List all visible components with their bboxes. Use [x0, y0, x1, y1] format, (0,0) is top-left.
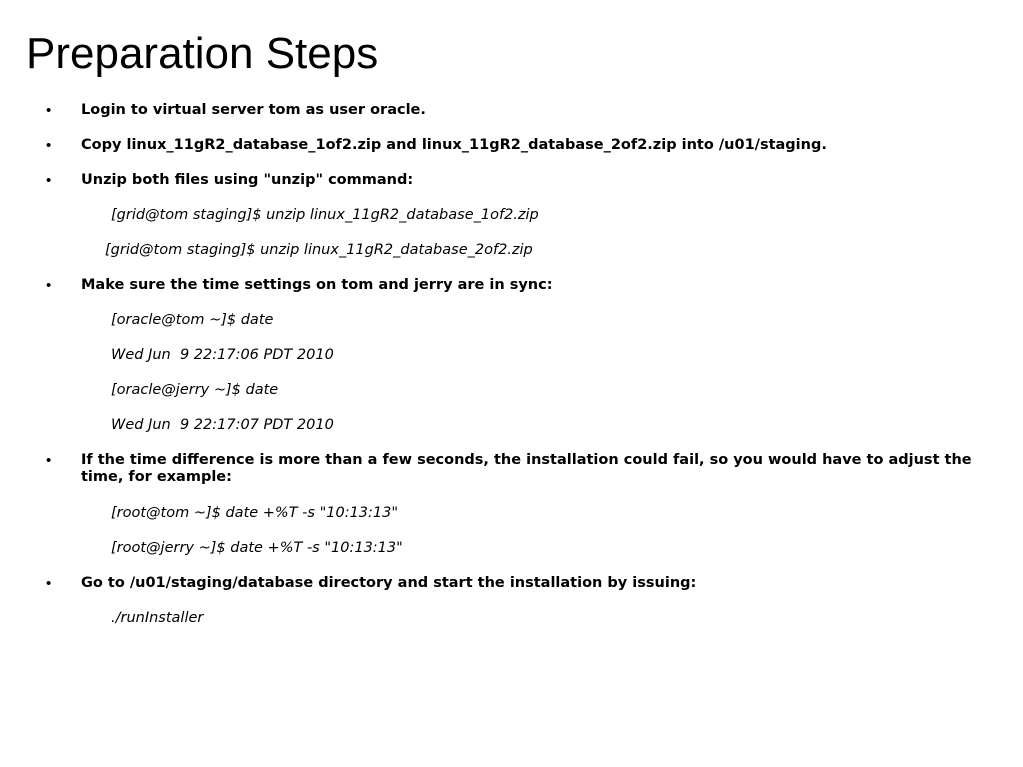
bullet-dot: • — [46, 102, 52, 119]
bullet-dot: • — [46, 137, 52, 154]
output-date-jerry: Wed Jun 9 22:17:07 PDT 2010 — [111, 417, 334, 433]
bullet-text: If the time difference is more than a few seconds, the installation could fail, so you would have to adjust the time, for example: — [81, 452, 972, 485]
bullet-text: Login to virtual server tom as user oracle. — [81, 102, 426, 118]
command-set-time-tom: [root@tom ~]$ date +%T -s "10:13:13" — [111, 505, 399, 521]
command-run-installer: ./runInstaller — [111, 610, 204, 626]
command-unzip-2of2: [grid@tom staging]$ unzip linux_11gR2_database_2of2.zip — [105, 242, 533, 258]
bullet-text: Go to /u01/staging/database directory and start the installation by issuing: — [81, 575, 697, 591]
command-date-jerry: [oracle@jerry ~]$ date — [111, 382, 279, 398]
command-unzip-1of2: [grid@tom staging]$ unzip linux_11gR2_database_1of2.zip — [111, 207, 539, 223]
bullet-dot: • — [46, 277, 52, 294]
bullet-dot: • — [46, 575, 52, 592]
command-date-tom: [oracle@tom ~]$ date — [111, 312, 274, 328]
bullet-text: Copy linux_11gR2_database_1of2.zip and linux_11gR2_database_2of2.zip into /u01/staging. — [81, 137, 827, 153]
bullet-dot: • — [46, 172, 52, 189]
bullet-text: Make sure the time settings on tom and jerry are in sync: — [81, 277, 553, 293]
bullet-text: Unzip both files using "unzip" command: — [81, 172, 414, 188]
bullet-dot: • — [46, 452, 52, 469]
slide-title: Preparation Steps — [26, 29, 379, 78]
command-set-time-jerry: [root@jerry ~]$ date +%T -s "10:13:13" — [111, 540, 403, 556]
output-date-tom: Wed Jun 9 22:17:06 PDT 2010 — [111, 347, 334, 363]
